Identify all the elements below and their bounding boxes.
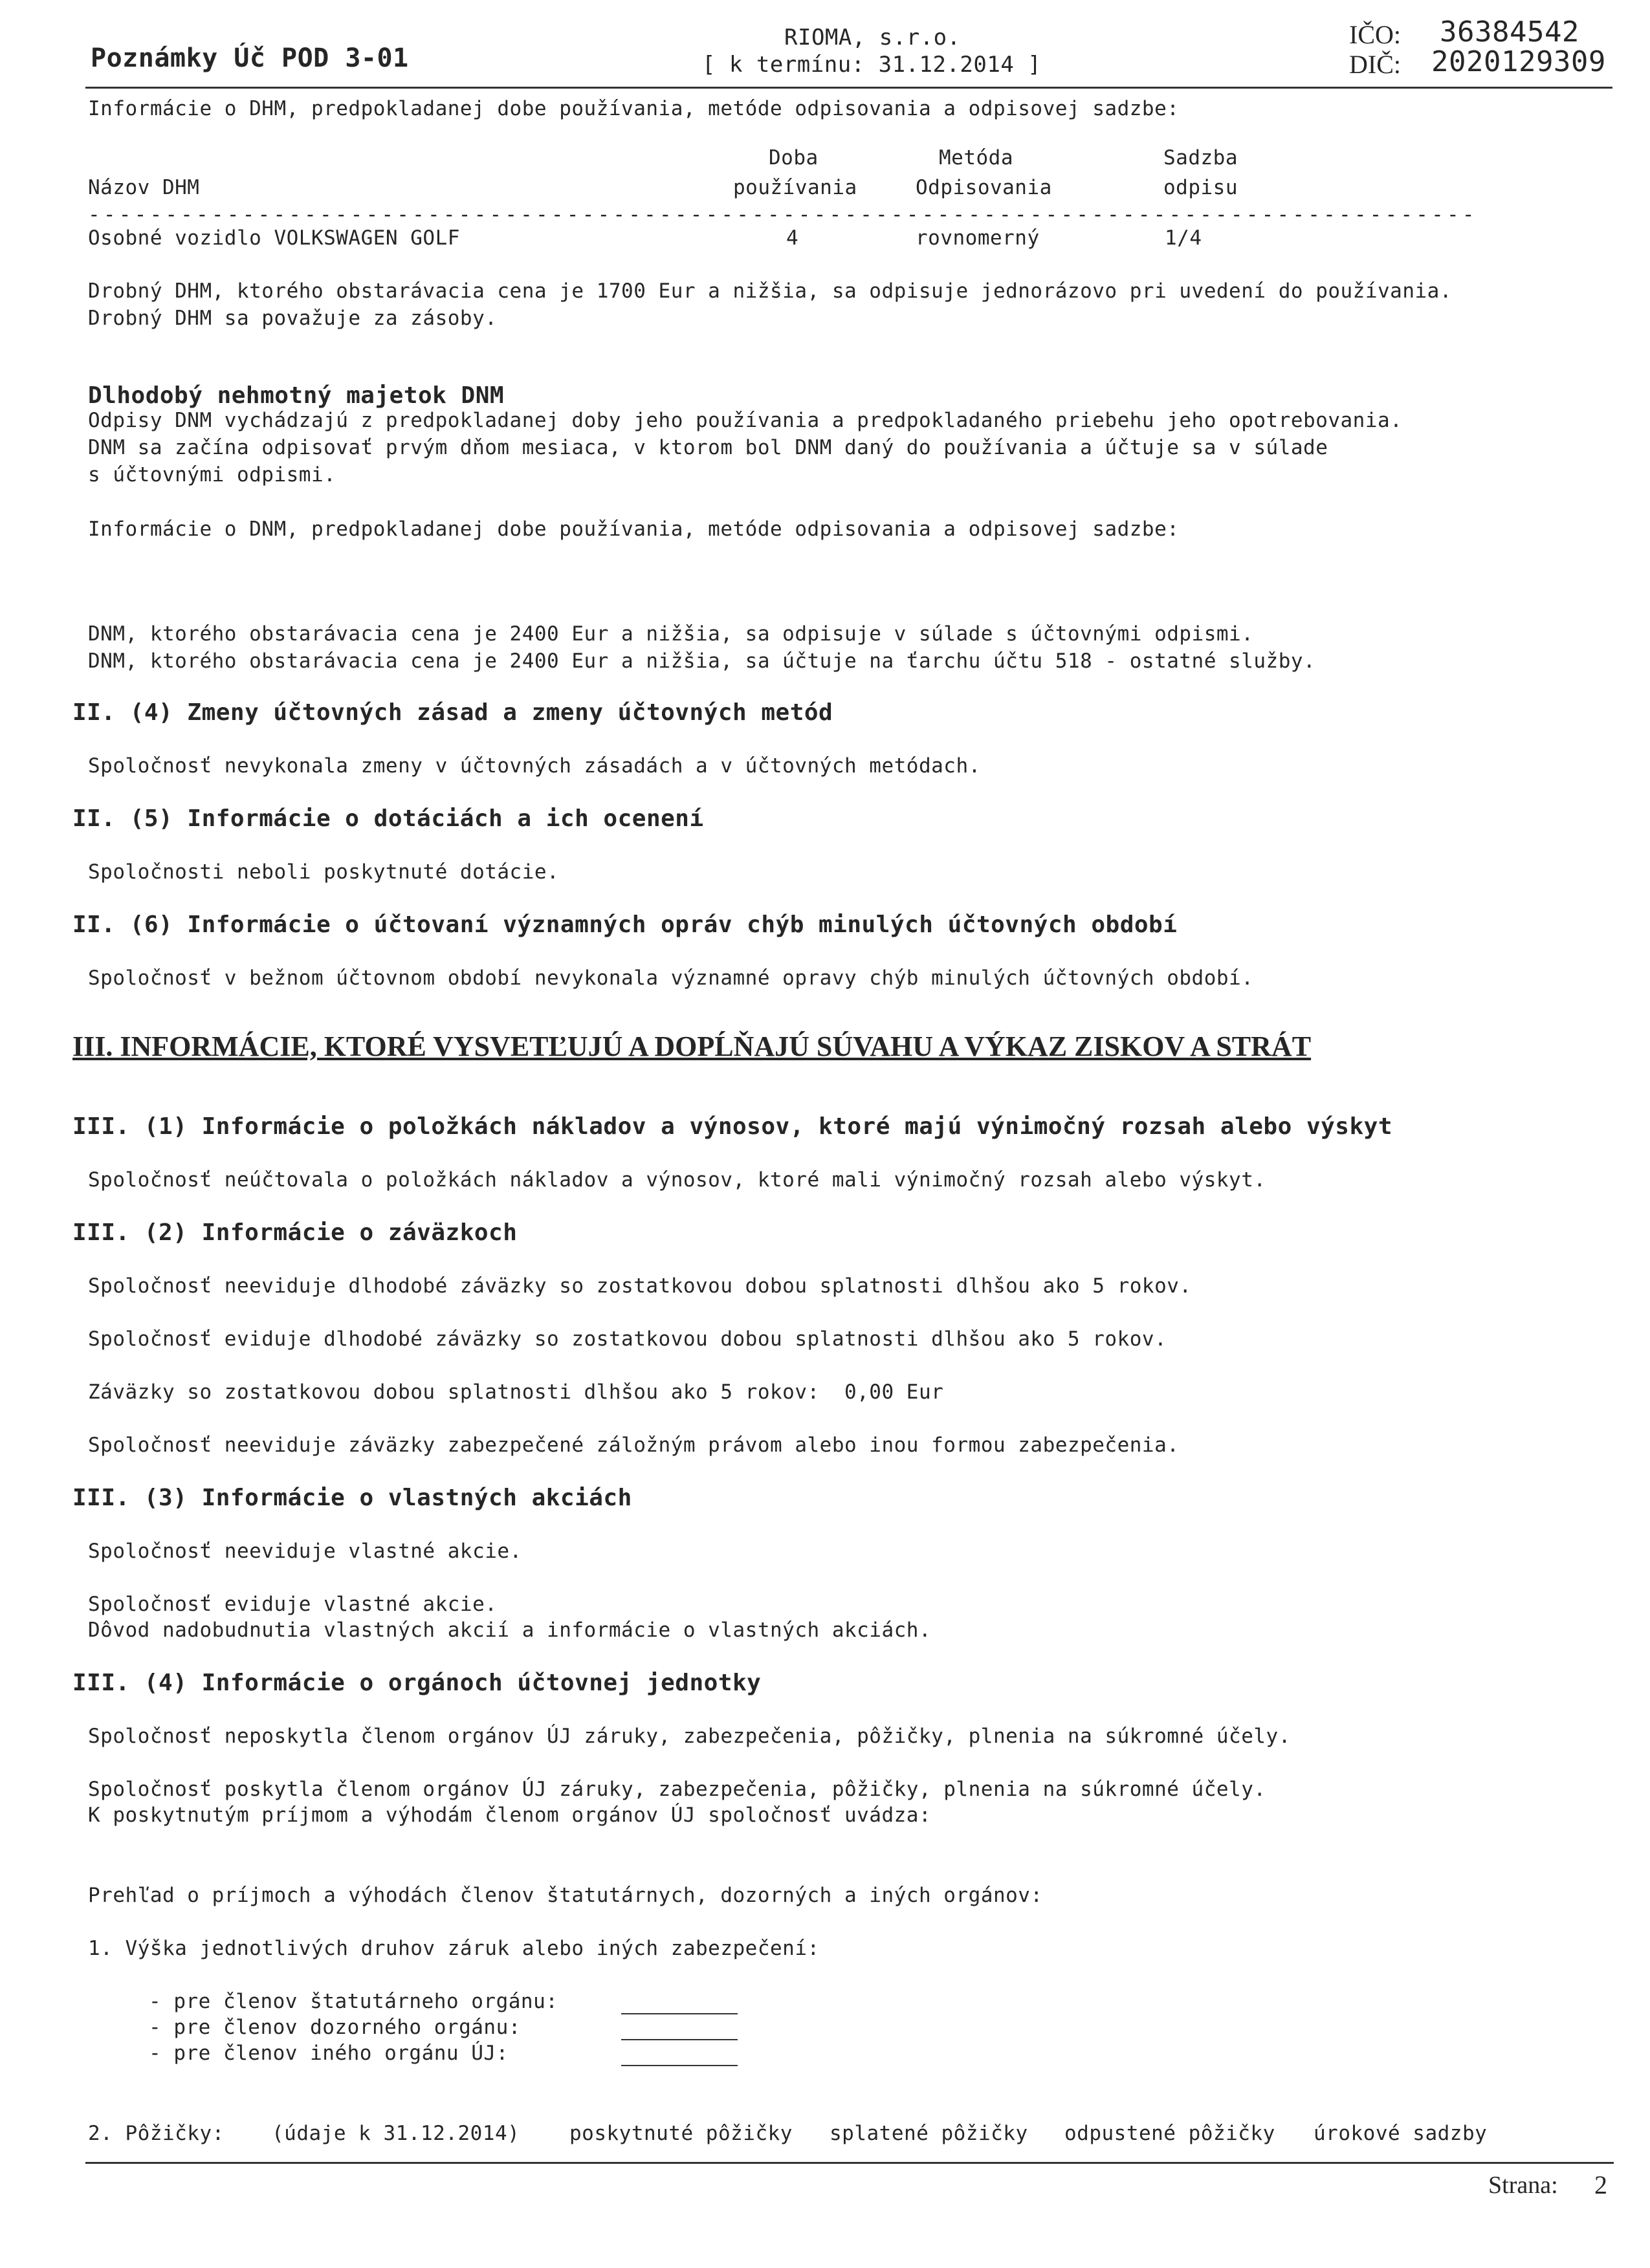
ico-value: 36384542 bbox=[1440, 16, 1579, 49]
section-ii-4-text: Spoločnosť nevykonala zmeny v účtovných zásadách a v účtovných metódach. bbox=[88, 754, 981, 778]
section-iii-4-text-1: Spoločnosť neposkytla členom orgánov ÚJ záruky, zabezpečenia, pôžičky, plnenia na súkromné účely. bbox=[88, 1725, 1291, 1748]
item-1-a-blank bbox=[621, 2013, 738, 2014]
item-2-col-odpustene: odpustené pôžičky bbox=[1064, 2122, 1275, 2145]
period: [ k termínu: 31.12.2014 ] bbox=[702, 52, 1042, 78]
ico-label: IČO: bbox=[1349, 20, 1401, 49]
section-iii-3-text-3: Dôvod nadobudnutia vlastných akcií a informácie o vlastných akciách. bbox=[88, 1619, 932, 1642]
dic-label: DIČ: bbox=[1349, 50, 1401, 79]
item-1-b-label: - pre členov dozorného orgánu: bbox=[149, 2016, 521, 2039]
item-1-c-blank bbox=[621, 2065, 738, 2066]
page-label: Strana: bbox=[1488, 2172, 1558, 2199]
section-ii-5-text: Spoločnosti neboli poskytnuté dotácie. bbox=[88, 860, 560, 884]
section-iii-2-text-2: Spoločnosť eviduje dlhodobé záväzky so zostatkovou dobou splatnosti dlhšou ako 5 rokov. bbox=[88, 1327, 1167, 1351]
section-iii-2-text-4: Spoločnosť neeviduje záväzky zabezpečené záložným právom alebo inou formou zabezpečenia. bbox=[88, 1434, 1180, 1457]
form-title: Poznámky Úč POD 3-01 bbox=[91, 43, 409, 73]
section-iii-title: III. INFORMÁCIE, KTORÉ VYSVETĽUJÚ A DOPĹŇAJÚ SÚVAHU A VÝKAZ ZISKOV A STRÁT bbox=[72, 1030, 1312, 1062]
dhm-note-1: Drobný DHM, ktorého obstarávacia cena je 1700 Eur a nižšia, sa odpisuje jednorázovo pri uvedení do používania. bbox=[88, 279, 1452, 303]
dhm-col-sadzba-2: odpisu bbox=[1163, 176, 1238, 199]
item-1-b-blank bbox=[621, 2039, 738, 2040]
section-iii-1-text: Spoločnosť neúčtovala o položkách nákladov a výnosov, ktoré mali výnimočný rozsah alebo výskyt. bbox=[88, 1168, 1266, 1192]
dhm-separator: ------------------------------------------------------------------------------------------ bbox=[88, 203, 1478, 226]
dnm-line-1: Odpisy DNM vychádzajú z predpokladanej doby jeho používania a predpokladaného priebehu jeho opotrebovania. bbox=[88, 409, 1403, 432]
dnm-title: Dlhodobý nehmotný majetok DNM bbox=[88, 382, 505, 409]
section-ii-4-heading: II. (4) Zmeny účtovných zásad a zmeny účtovných metód bbox=[72, 699, 833, 726]
dic-value: 2020129309 bbox=[1431, 45, 1606, 78]
section-iii-2-text-3: Záväzky so zostatkovou dobou splatnosti dlhšou ako 5 rokov: 0,00 Eur bbox=[88, 1380, 944, 1404]
section-iii-4-text-2: Spoločnosť poskytla členom orgánov ÚJ záruky, zabezpečenia, pôžičky, plnenia na súkromné účely. bbox=[88, 1778, 1266, 1801]
item-2-col-urokove: úrokové sadzby bbox=[1314, 2122, 1488, 2145]
dhm-col-doba-1: Doba bbox=[769, 146, 819, 169]
dnm-line-3: s účtovnými odpismi. bbox=[88, 463, 336, 486]
dnm-intro: Informácie o DNM, predpokladanej dobe používania, metóde odpisovania a odpisovej sadzbe: bbox=[88, 518, 1180, 541]
section-iii-4-text-3: K poskytnutým príjmom a výhodám členom orgánov ÚJ spoločnosť uvádza: bbox=[88, 1804, 932, 1827]
dhm-col-sadzba-1: Sadzba bbox=[1163, 146, 1238, 169]
overview-heading: Prehľad o príjmoch a výhodách členov štatutárnych, dozorných a iných orgánov: bbox=[88, 1884, 1043, 1907]
section-ii-6-heading: II. (6) Informácie o účtovaní významných opráv chýb minulých účtovných období bbox=[72, 911, 1178, 938]
header-divider bbox=[85, 87, 1612, 89]
dhm-col-name: Názov DHM bbox=[88, 176, 200, 199]
section-ii-5-heading: II. (5) Informácie o dotáciách a ich ocenení bbox=[72, 805, 704, 832]
dnm-note-1: DNM, ktorého obstarávacia cena je 2400 Eur a nižšia, sa odpisuje v súlade s účtovnými odpismi. bbox=[88, 622, 1254, 646]
dhm-note-2: Drobný DHM sa považuje za zásoby. bbox=[88, 307, 498, 330]
company-name: RIOMA, s.r.o. bbox=[784, 25, 961, 50]
section-iii-3-text-2: Spoločnosť eviduje vlastné akcie. bbox=[88, 1593, 498, 1616]
dhm-row-name: Osobné vozidlo VOLKSWAGEN GOLF bbox=[88, 226, 460, 250]
dnm-line-2: DNM sa začína odpisovať prvým dňom mesiaca, v ktorom bol DNM daný do používania a účtuje sa v súlade bbox=[88, 436, 1328, 459]
section-iii-3-text-1: Spoločnosť neeviduje vlastné akcie. bbox=[88, 1540, 522, 1563]
dnm-note-2: DNM, ktorého obstarávacia cena je 2400 Eur a nižšia, sa účtuje na ťarchu účtu 518 - ostatné služby. bbox=[88, 649, 1316, 673]
item-2-label: 2. Pôžičky: bbox=[88, 2122, 225, 2145]
item-1-a-label: - pre členov štatutárneho orgánu: bbox=[149, 1990, 558, 2013]
section-iii-4-heading: III. (4) Informácie o orgánoch účtovnej jednotky bbox=[72, 1670, 762, 1696]
page-number: 2 bbox=[1594, 2170, 1607, 2199]
item-2-col-poskytnute: poskytnuté pôžičky bbox=[569, 2122, 793, 2145]
dhm-intro: Informácie o DHM, predpokladanej dobe používania, metóde odpisovania a odpisovej sadzbe: bbox=[88, 97, 1180, 120]
section-ii-6-text: Spoločnosť v bežnom účtovnom období nevykonala významné opravy chýb minulých účtovných období. bbox=[88, 966, 1254, 990]
footer-divider bbox=[85, 2162, 1614, 2164]
dhm-col-doba-2: používania bbox=[733, 176, 857, 199]
dhm-col-metoda-2: Odpisovania bbox=[916, 176, 1052, 199]
item-1-c-label: - pre členov iného orgánu ÚJ: bbox=[149, 2042, 509, 2065]
dhm-row-metoda: rovnomerný bbox=[916, 226, 1040, 250]
section-iii-2-text-1: Spoločnosť neeviduje dlhodobé záväzky so zostatkovou dobou splatnosti dlhšou ako 5 rokov. bbox=[88, 1274, 1192, 1298]
item-2-date: (údaje k 31.12.2014) bbox=[272, 2122, 520, 2145]
item-2-col-splatene: splatené pôžičky bbox=[830, 2122, 1028, 2145]
section-iii-3-heading: III. (3) Informácie o vlastných akciách bbox=[72, 1485, 632, 1511]
section-iii-2-heading: III. (2) Informácie o záväzkoch bbox=[72, 1219, 518, 1246]
dhm-row-sadzba: 1/4 bbox=[1165, 226, 1202, 250]
dhm-row-doba: 4 bbox=[786, 226, 799, 250]
item-1-heading: 1. Výška jednotlivých druhov záruk alebo iných zabezpečení: bbox=[88, 1937, 820, 1960]
dhm-col-metoda-1: Metóda bbox=[939, 146, 1013, 169]
section-iii-1-heading: III. (1) Informácie o položkách nákladov a výnosov, ktoré majú výnimočný rozsah alebo výskyt bbox=[72, 1113, 1392, 1140]
